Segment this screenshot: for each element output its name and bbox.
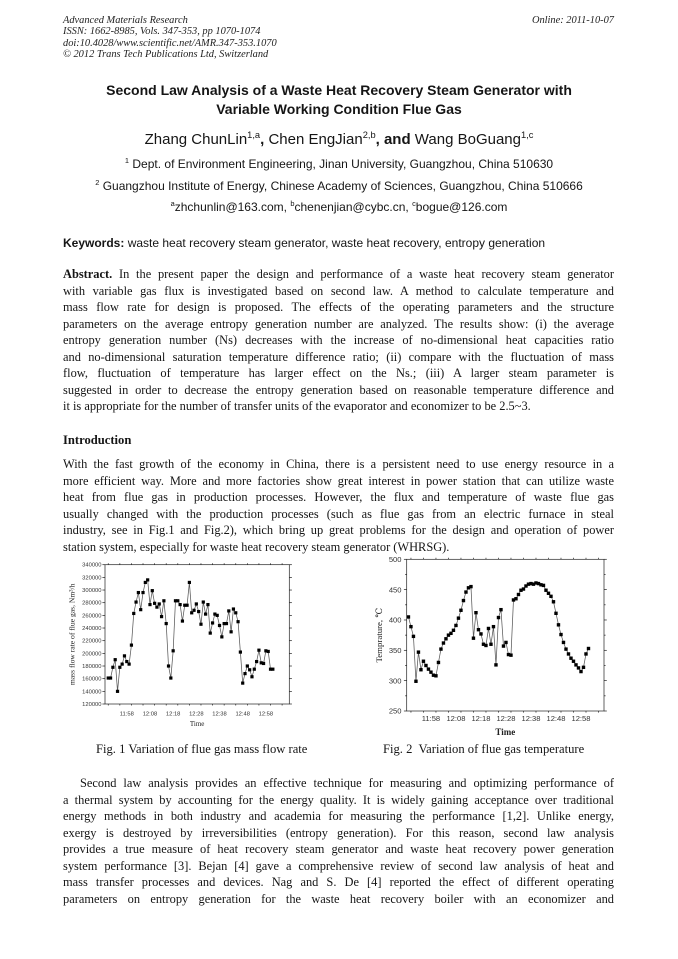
y-tick-labels bbox=[389, 555, 402, 716]
plot-frame bbox=[407, 559, 604, 711]
abstract-line: suggested in order to decrease the entropy generation based on reasonable temperature difference and bbox=[63, 382, 614, 397]
abstract bbox=[63, 266, 614, 415]
square-marker-icon bbox=[227, 609, 230, 612]
x-tick-label: 12:28 bbox=[496, 714, 516, 723]
x-tick-label: 12:38 bbox=[212, 711, 227, 718]
square-marker-icon bbox=[218, 624, 221, 627]
figure-1-caption: Fig. 1 Variation of flue gas mass flow rate bbox=[96, 742, 308, 756]
square-marker-icon bbox=[579, 670, 582, 673]
square-marker-icon bbox=[169, 676, 172, 679]
affiliation-marker: 2 bbox=[95, 178, 100, 187]
abstract-line-text: In the present paper the design and performance of a waste heat recovery steam generator bbox=[118, 267, 614, 281]
x-tick-label: 12:18 bbox=[471, 714, 491, 723]
email-address: chenenjian@cybc.cn bbox=[294, 200, 406, 214]
square-marker-icon bbox=[492, 625, 495, 628]
paragraph-line: system performance [3]. Bejan [4] gave a comprehensive review of second law analysis of heat and bbox=[63, 858, 614, 873]
abstract-label: Abstract. bbox=[63, 267, 113, 281]
square-marker-icon bbox=[158, 602, 161, 605]
y-tick-label: 250 bbox=[388, 706, 402, 716]
square-marker-icon bbox=[148, 603, 151, 606]
square-marker-icon bbox=[554, 612, 557, 615]
email-list bbox=[0, 200, 678, 214]
axes bbox=[404, 558, 607, 713]
square-marker-icon bbox=[167, 664, 170, 667]
square-marker-icon bbox=[472, 636, 475, 639]
square-marker-icon bbox=[109, 676, 112, 679]
x-tick-label: 11:58 bbox=[119, 711, 134, 718]
square-marker-icon bbox=[241, 682, 244, 685]
x-tick-label: 12:08 bbox=[142, 711, 158, 718]
square-marker-icon bbox=[162, 599, 165, 602]
abstract-line: flow, fluctuation of temperature has larger effect on the Ns.; (iii) A larger steam parameter is bbox=[63, 366, 614, 380]
square-marker-icon bbox=[497, 616, 500, 619]
keywords bbox=[63, 236, 545, 250]
author-name: Wang BoGuang bbox=[414, 131, 521, 148]
y-tick-label: 260000 bbox=[82, 613, 102, 620]
square-marker-icon bbox=[160, 615, 163, 618]
author-affiliation-marker: 2,b bbox=[362, 130, 376, 140]
square-marker-icon bbox=[121, 663, 124, 666]
x-tick-label: 12:58 bbox=[258, 711, 274, 718]
square-marker-icon bbox=[437, 661, 440, 664]
square-marker-icon bbox=[412, 635, 415, 638]
keywords-label: Keywords: bbox=[63, 236, 125, 250]
square-marker-icon bbox=[232, 607, 235, 610]
paragraph-line: heat from flue gas in production processes. However, the flux and temperature of waste flue gas bbox=[63, 490, 614, 504]
square-marker-icon bbox=[427, 667, 430, 670]
figure-2-temperature-chart bbox=[365, 550, 615, 740]
square-marker-icon bbox=[211, 621, 214, 624]
y-tick-label: 180000 bbox=[82, 664, 102, 671]
y-tick-label: 400 bbox=[388, 615, 402, 625]
square-marker-icon bbox=[181, 619, 184, 622]
square-marker-icon bbox=[248, 668, 251, 671]
introduction-paragraph-1 bbox=[63, 456, 614, 555]
abstract-line: parameters on the average entropy generation number are analyzed. The results show: (i) the average bbox=[63, 316, 614, 331]
square-marker-icon bbox=[587, 647, 590, 650]
section-heading-introduction: Introduction bbox=[63, 433, 132, 447]
square-marker-icon bbox=[246, 664, 249, 667]
paragraph-line: exergy is destroyed by irreversibilities (entropy generation). For this reason, second law analysis bbox=[63, 825, 614, 840]
square-marker-icon bbox=[262, 662, 265, 665]
square-marker-icon bbox=[409, 625, 412, 628]
data-line bbox=[408, 583, 588, 681]
square-marker-icon bbox=[489, 643, 492, 646]
square-marker-icon bbox=[137, 591, 140, 594]
square-marker-icon bbox=[517, 593, 520, 596]
y-tick-label: 200000 bbox=[82, 651, 102, 658]
square-marker-icon bbox=[414, 680, 417, 683]
square-marker-icon bbox=[141, 591, 144, 594]
square-marker-icon bbox=[417, 650, 420, 653]
square-marker-icon bbox=[220, 635, 223, 638]
square-marker-icon bbox=[202, 600, 205, 603]
email-marker: c bbox=[412, 199, 416, 208]
y-tick-label: 160000 bbox=[82, 676, 102, 683]
square-marker-icon bbox=[552, 600, 555, 603]
x-axis-title: Time bbox=[495, 727, 516, 737]
square-marker-icon bbox=[569, 657, 572, 660]
y-tick-label: 280000 bbox=[82, 600, 102, 607]
square-marker-icon bbox=[514, 597, 517, 600]
paragraph-line: parameters on entropy generation for the waste heat recovery boiler with an economizer and bbox=[63, 891, 614, 906]
y-tick-label: 320000 bbox=[82, 575, 102, 582]
square-marker-icon bbox=[464, 590, 467, 593]
x-tick-label: 12:18 bbox=[165, 711, 181, 718]
square-marker-icon bbox=[195, 602, 198, 605]
square-marker-icon bbox=[562, 641, 565, 644]
y-tick-labels bbox=[82, 563, 101, 708]
y-tick-label: 350 bbox=[388, 645, 402, 655]
abstract-line: entropy generation number (Ns) decreases with the increase of no-dimensional heat capacities ratio bbox=[63, 333, 614, 347]
square-marker-icon bbox=[452, 629, 455, 632]
paragraph-line: more efficient way. More and more factories show great interest in power station that can utilize waste bbox=[63, 473, 614, 488]
online-date: Online: 2011-10-07 bbox=[531, 15, 614, 26]
paragraph-line: With the fast growth of the economy in China, there is a persistent need to use energy resource in a bbox=[63, 457, 614, 471]
square-marker-icon bbox=[442, 641, 445, 644]
y-tick-label: 300 bbox=[388, 676, 402, 686]
square-marker-icon bbox=[422, 660, 425, 663]
y-tick-label: 140000 bbox=[82, 689, 102, 696]
affiliation-text: Dept. of Environment Engineering, Jinan University, Guangzhou, China 510630 bbox=[132, 157, 554, 171]
square-marker-icon bbox=[216, 614, 219, 617]
issn-line: ISSN: 1662-8985, Vols. 347-353, pp 1070-1074 bbox=[63, 26, 261, 38]
x-tick-label: 12:38 bbox=[521, 714, 541, 723]
author-affiliation-marker: 1,a bbox=[247, 130, 261, 140]
square-marker-icon bbox=[185, 604, 188, 607]
square-marker-icon bbox=[549, 595, 552, 598]
square-marker-icon bbox=[449, 632, 452, 635]
email-address: bogue@126.com bbox=[415, 200, 508, 214]
square-marker-icon bbox=[230, 630, 233, 633]
paper-title bbox=[0, 81, 678, 119]
square-marker-icon bbox=[253, 668, 256, 671]
email-separator: , bbox=[283, 200, 291, 214]
square-marker-icon bbox=[255, 660, 258, 663]
paragraph-line: a thermal system by accounting for the energy quality. It is widely gaining acceptance over traditional bbox=[63, 792, 614, 807]
plot-frame bbox=[105, 565, 289, 704]
journal-name: Advanced Materials Research bbox=[63, 15, 188, 26]
square-marker-icon bbox=[559, 633, 562, 636]
y-tick-label: 120000 bbox=[82, 702, 102, 709]
copyright-line: © 2012 Trans Tech Publications Ltd, Switzerland bbox=[63, 49, 269, 61]
square-marker-icon bbox=[504, 641, 507, 644]
square-marker-icon bbox=[206, 603, 209, 606]
square-marker-icon bbox=[462, 599, 465, 602]
paragraph-line: Second law analysis provides an effective technique for measuring and optimizing performance of bbox=[80, 776, 614, 790]
square-marker-icon bbox=[484, 644, 487, 647]
paragraph-line: usually changed with the production processes (such as flue gas from an electric furnace in steal bbox=[63, 506, 614, 521]
square-marker-icon bbox=[176, 599, 179, 602]
paragraph-line: mass transfer processes and devices. Nag and S. De [4] reported the effect of different operating bbox=[63, 875, 614, 889]
square-marker-icon bbox=[429, 670, 432, 673]
y-tick-label: 450 bbox=[388, 585, 402, 595]
square-marker-icon bbox=[239, 650, 242, 653]
square-marker-icon bbox=[474, 611, 477, 614]
square-marker-icon bbox=[577, 666, 580, 669]
square-marker-icon bbox=[153, 602, 156, 605]
data-markers bbox=[407, 581, 590, 683]
square-marker-icon bbox=[114, 658, 117, 661]
square-marker-icon bbox=[502, 644, 505, 647]
y-tick-label: 500 bbox=[388, 554, 402, 564]
square-marker-icon bbox=[494, 663, 497, 666]
square-marker-icon bbox=[487, 627, 490, 630]
affiliation-text: Guangzhou Institute of Energy, Chinese Academy of Sciences, Guangzhou, China 510666 bbox=[102, 179, 583, 193]
square-marker-icon bbox=[557, 623, 560, 626]
square-marker-icon bbox=[567, 652, 570, 655]
square-marker-icon bbox=[572, 660, 575, 663]
square-marker-icon bbox=[267, 650, 270, 653]
square-marker-icon bbox=[457, 616, 460, 619]
square-marker-icon bbox=[130, 644, 133, 647]
y-axis-title: mass flow rate of flue gas, Nm³/h bbox=[67, 583, 77, 686]
abstract-line: and no-dimensional saturation temperature difference ratio; (ii) compare with the fluctuation of mass bbox=[63, 349, 614, 364]
author-name: Zhang ChunLin bbox=[144, 131, 248, 148]
x-tick-label: 12:28 bbox=[189, 711, 204, 718]
x-tick-label: 12:58 bbox=[571, 714, 591, 723]
square-marker-icon bbox=[459, 609, 462, 612]
x-tick-labels bbox=[120, 712, 273, 718]
square-marker-icon bbox=[123, 654, 126, 657]
square-marker-icon bbox=[118, 666, 121, 669]
abstract-line: mass flow rate for design is proposed. The effects of the operating parameters and the structure bbox=[63, 300, 614, 314]
author-separator: , and bbox=[375, 131, 415, 148]
author-separator: , bbox=[260, 131, 269, 148]
square-marker-icon bbox=[419, 668, 422, 671]
email-marker: a bbox=[170, 199, 175, 208]
square-marker-icon bbox=[132, 612, 135, 615]
email-marker: b bbox=[290, 199, 295, 208]
square-marker-icon bbox=[479, 632, 482, 635]
introduction-paragraph-2 bbox=[63, 775, 614, 907]
square-marker-icon bbox=[542, 584, 545, 587]
square-marker-icon bbox=[111, 666, 114, 669]
square-marker-icon bbox=[469, 585, 472, 588]
square-marker-icon bbox=[146, 578, 149, 581]
square-marker-icon bbox=[509, 653, 512, 656]
square-marker-icon bbox=[454, 624, 457, 627]
square-marker-icon bbox=[499, 608, 502, 611]
square-marker-icon bbox=[209, 631, 212, 634]
title-line-1: Second Law Analysis of a Waste Heat Recovery Steam Generator with bbox=[106, 82, 572, 98]
square-marker-icon bbox=[257, 649, 260, 652]
y-tick-label: 340000 bbox=[82, 562, 102, 569]
journal-header bbox=[63, 15, 277, 61]
square-marker-icon bbox=[574, 663, 577, 666]
paragraph-line: station system, especially for waste heat recovery steam generator (WHRSG). bbox=[63, 539, 450, 554]
square-marker-icon bbox=[192, 609, 195, 612]
author-list bbox=[0, 130, 678, 150]
square-marker-icon bbox=[564, 647, 567, 650]
figure-2-caption: Fig. 2 Variation of flue gas temperature bbox=[383, 742, 585, 756]
square-marker-icon bbox=[544, 589, 547, 592]
x-tick-label: 12:48 bbox=[546, 714, 566, 723]
author-name: Chen EngJian bbox=[268, 131, 363, 148]
x-tick-labels bbox=[422, 714, 591, 723]
square-marker-icon bbox=[522, 587, 525, 590]
x-tick-label: 12:48 bbox=[235, 711, 250, 718]
square-marker-icon bbox=[116, 690, 119, 693]
axes bbox=[102, 563, 292, 705]
square-marker-icon bbox=[439, 647, 442, 650]
x-tick-label: 11:58 bbox=[421, 714, 441, 723]
paragraph-line: industry, see in Fig.1 and Fig.2), which bring up great problems for the design and operation of power bbox=[63, 523, 614, 537]
square-marker-icon bbox=[172, 649, 175, 652]
abstract-line: it is appropriate for the number of transfer units of the evaporator and economizer to be 2.5~3. bbox=[63, 399, 531, 413]
affiliation-marker: 1 bbox=[124, 156, 130, 165]
square-marker-icon bbox=[165, 622, 168, 625]
email-address: zhchunlin@163.com bbox=[174, 200, 284, 214]
square-marker-icon bbox=[234, 611, 237, 614]
square-marker-icon bbox=[151, 589, 154, 592]
square-marker-icon bbox=[547, 592, 550, 595]
square-marker-icon bbox=[179, 603, 182, 606]
square-marker-icon bbox=[197, 610, 200, 613]
paragraph-line: provides a true measure of heat recovery steam generator and waste heat recovery power generation bbox=[63, 842, 614, 856]
square-marker-icon bbox=[434, 674, 437, 677]
y-tick-label: 240000 bbox=[82, 626, 102, 633]
abstract-line: with variable gas flux is investigated based on second law. A method to calculate temperature and bbox=[63, 283, 614, 298]
paragraph-line: energy methods in both industry and academia for measuring the performance [1,2]. Unlike energy, bbox=[63, 809, 614, 823]
square-marker-icon bbox=[139, 608, 142, 611]
x-tick-label: 12:08 bbox=[446, 714, 466, 723]
square-marker-icon bbox=[204, 612, 207, 615]
square-marker-icon bbox=[444, 637, 447, 640]
affiliation-2 bbox=[0, 179, 678, 193]
square-marker-icon bbox=[424, 664, 427, 667]
y-tick-label: 300000 bbox=[82, 588, 102, 595]
square-marker-icon bbox=[199, 623, 202, 626]
y-tick-label: 220000 bbox=[82, 638, 102, 645]
square-marker-icon bbox=[225, 622, 228, 625]
title-line-2: Variable Working Condition Flue Gas bbox=[216, 101, 462, 117]
abstract-line bbox=[63, 266, 614, 283]
affiliation-1 bbox=[0, 157, 678, 171]
square-marker-icon bbox=[236, 620, 239, 623]
keywords-text: waste heat recovery steam generator, waste heat recovery, entropy generation bbox=[127, 236, 546, 250]
x-axis-title: Time bbox=[189, 720, 205, 728]
square-marker-icon bbox=[477, 628, 480, 631]
square-marker-icon bbox=[271, 668, 274, 671]
square-marker-icon bbox=[155, 606, 158, 609]
square-marker-icon bbox=[243, 672, 246, 675]
author-affiliation-marker: 1,c bbox=[520, 130, 534, 140]
square-marker-icon bbox=[128, 663, 131, 666]
square-marker-icon bbox=[250, 675, 253, 678]
square-marker-icon bbox=[188, 581, 191, 584]
square-marker-icon bbox=[582, 666, 585, 669]
square-marker-icon bbox=[407, 615, 410, 618]
y-axis-title: Temprature, ℃ bbox=[374, 607, 385, 663]
square-marker-icon bbox=[134, 600, 137, 603]
email-separator: , bbox=[405, 200, 413, 214]
figure-1-mass-flow-chart bbox=[60, 555, 295, 735]
square-marker-icon bbox=[584, 652, 587, 655]
doi-line: doi:10.4028/www.scientific.net/AMR.347-353.1070 bbox=[63, 37, 277, 49]
data-line bbox=[108, 580, 273, 691]
